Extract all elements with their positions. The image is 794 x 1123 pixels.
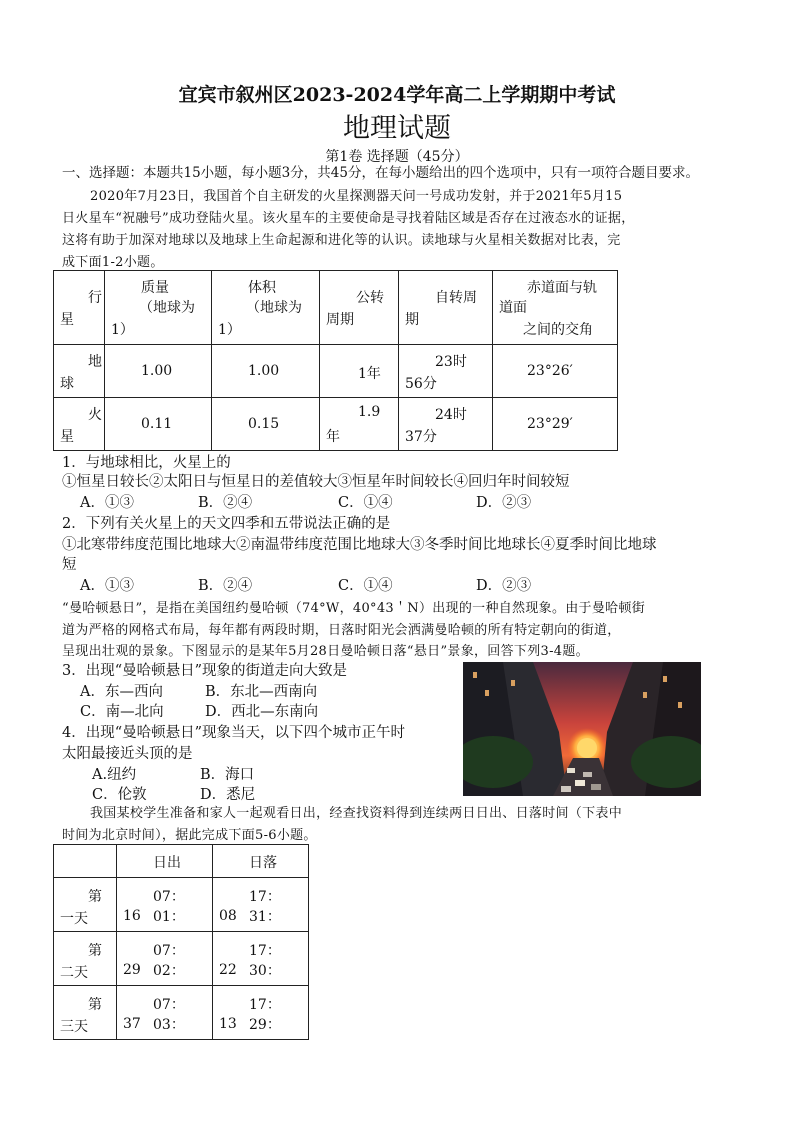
table-cell: 1年 <box>358 366 381 382</box>
passage-line: 成下面1-2小题。 <box>62 255 164 270</box>
table-row <box>54 878 309 932</box>
option-b: B．②④ <box>198 495 253 511</box>
table-cell: 07：01： <box>153 889 185 925</box>
option-c: C．①④ <box>338 578 393 594</box>
planet-data-table <box>53 270 618 451</box>
table-cell: 13 <box>219 1016 237 1032</box>
section-heading: 第1卷 选择题（45分） <box>325 149 469 165</box>
header-cell: 体积 <box>248 280 276 296</box>
option-a: A．①③ <box>80 578 134 594</box>
table-cell: 17：31： <box>249 889 281 925</box>
manhattanhenge-photo <box>463 662 701 796</box>
table-cell: 第 <box>88 889 102 905</box>
table-row <box>54 345 618 398</box>
exam-title: 宜宾市叙州区2023-2024学年高二上学期期中考试 <box>178 84 616 106</box>
option-d: D．悉尼 <box>200 787 256 803</box>
table-cell: 三天 <box>60 1019 88 1035</box>
passage-line: 时间为北京时间），据此完成下面5-6小题。 <box>62 828 317 843</box>
question-items: ①北寒带纬度范围比地球大②南温带纬度范围比地球大③冬季时间比地球长④夏季时间比地球 <box>62 537 657 553</box>
header-cell: 日出 <box>153 855 181 871</box>
option-c: C．南—北向 <box>80 704 164 720</box>
table-cell: 星 <box>60 429 74 445</box>
table-cell: 1.00 <box>141 363 173 379</box>
table-cell: 年 <box>326 429 340 445</box>
passage-line: 道为严格的网格式布局，每年都有两段时期，日落时阳光会洒满曼哈顿的所有特定朝向的街道， <box>62 623 621 638</box>
table-cell: 24时 <box>435 407 467 423</box>
question-stem: 3．出现“曼哈顿悬日”现象的街道走向大致是 <box>62 663 348 679</box>
table-cell: 二天 <box>60 965 88 981</box>
table-cell: 08 <box>219 908 237 924</box>
table-cell: 0.11 <box>141 416 173 432</box>
option-b: B．②④ <box>198 578 253 594</box>
sunrise-sunset-table <box>53 844 309 1040</box>
passage-line: 日火星车“祝融号”成功登陆火星。该火星车的主要使命是寻找着陆区域是否存在过液态水的证据， <box>62 211 635 226</box>
table-cell: 一天 <box>60 911 88 927</box>
question-items-cont: 短 <box>62 557 77 573</box>
option-c: C．伦敦 <box>92 787 147 803</box>
header-cell: （地球为 <box>139 300 195 316</box>
option-a: A.纽约 <box>92 767 137 783</box>
table-cell: 37 <box>123 1016 141 1032</box>
instructions: 一、选择题：本题共15小题，每小题3分，共45分，在每小题给出的四个选项中，只有一项符合题目要求。 <box>62 165 699 181</box>
table-cell: 56分 <box>405 376 437 392</box>
table-cell: 第 <box>88 997 102 1013</box>
question-stem: 1．与地球相比，火星上的 <box>62 455 231 471</box>
passage-line: 我国某校学生准备和家人一起观看日出，经查找资料得到连续两日日出、日落时间（下表中 <box>90 806 623 821</box>
table-cell: 16 <box>123 908 141 924</box>
table-cell: 07：03： <box>153 997 185 1033</box>
table-header-row <box>54 845 309 878</box>
table-cell: 1.9 <box>358 404 381 420</box>
table-cell: 22 <box>219 962 237 978</box>
header-cell: 之间的交角 <box>523 322 593 338</box>
option-a: A．①③ <box>80 495 134 511</box>
passage-line: 2020年7月23日，我国首个自主研发的火星探测器天问一号成功发射，并于2021年5月15 <box>90 189 623 204</box>
header-cell: 自转周 <box>435 290 477 306</box>
table-cell: 23时 <box>435 354 467 370</box>
option-c: C．①④ <box>338 495 393 511</box>
passage-line: “曼哈顿悬日”，是指在美国纽约曼哈顿（74°W，40°43＇N）出现的一种自然现象。由于曼哈顿街 <box>62 601 646 616</box>
table-row <box>54 932 309 986</box>
option-d: D．②③ <box>476 578 532 594</box>
table-cell: 球 <box>60 376 74 392</box>
table-cell: 火 <box>88 407 102 423</box>
header-cell: 1） <box>111 322 134 338</box>
table-cell: 1.00 <box>248 363 280 379</box>
header-cell: 期 <box>405 312 419 328</box>
header-cell: 星 <box>60 312 74 328</box>
passage-line: 这将有助于加深对地球以及地球上生命起源和进化等的认识。读地球与火星相关数据对比表，完 <box>62 233 621 248</box>
table-row <box>54 398 618 451</box>
option-b: B．海口 <box>200 767 255 783</box>
header-cell: 行 <box>88 290 102 306</box>
exam-subtitle: 地理试题 <box>343 113 451 144</box>
table-cell: 23°26′ <box>527 363 573 379</box>
table-cell: 29 <box>123 962 141 978</box>
header-cell: 周期 <box>326 312 354 328</box>
question-stem-cont: 太阳最接近头顶的是 <box>62 746 193 762</box>
table-cell: 17：30： <box>249 943 281 979</box>
option-d: D．西北—东南向 <box>205 704 319 720</box>
table-cell: 第 <box>88 943 102 959</box>
header-cell: 道面 <box>499 300 527 316</box>
header-cell: 1） <box>218 322 241 338</box>
header-cell: （地球为 <box>246 300 302 316</box>
table-header-row <box>54 271 618 345</box>
header-cell: 质量 <box>141 280 169 296</box>
question-stem: 4．出现“曼哈顿悬日”现象当天，以下四个城市正午时 <box>62 725 406 741</box>
passage-line: 呈现出壮观的景象。下图显示的是某年5月28日曼哈顿日落“悬日”景象，回答下列3-4题。 <box>62 644 589 659</box>
option-d: D．②③ <box>476 495 532 511</box>
table-cell: 地 <box>88 354 102 370</box>
table-cell: 07：02： <box>153 943 185 979</box>
header-cell: 公转 <box>356 290 384 306</box>
option-a: A．东—西向 <box>80 684 163 700</box>
question-stem: 2．下列有关火星上的天文四季和五带说法正确的是 <box>62 516 391 532</box>
header-cell: 日落 <box>249 855 277 871</box>
option-b: B．东北—西南向 <box>205 684 318 700</box>
table-row <box>54 986 309 1040</box>
table-cell: 17：29： <box>249 997 281 1033</box>
table-cell: 37分 <box>405 429 437 445</box>
table-cell: 0.15 <box>248 416 280 432</box>
header-cell: 赤道面与轨 <box>527 280 597 296</box>
table-cell: 23°29′ <box>527 416 573 432</box>
question-items: ①恒星日较长②太阳日与恒星日的差值较大③恒星年时间较长④回归年时间较短 <box>62 474 570 490</box>
